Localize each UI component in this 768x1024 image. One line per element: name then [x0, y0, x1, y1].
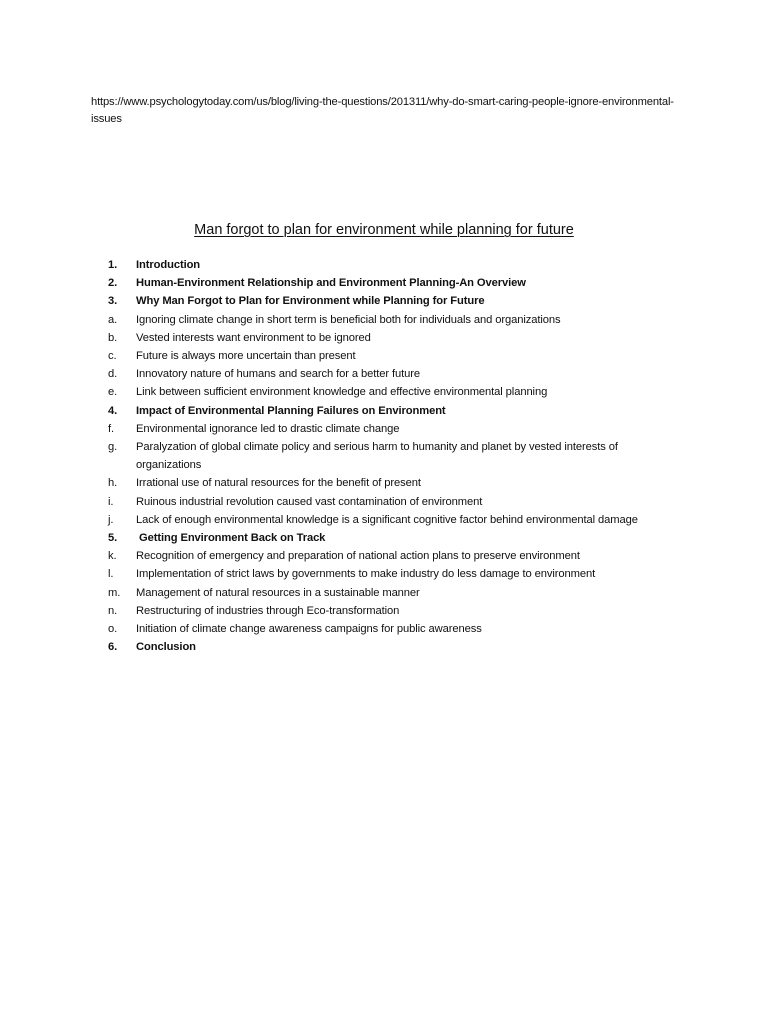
outline-item-text: Paralyzation of global climate policy and serious harm to humanity and planet by vested interests of organizations: [136, 441, 618, 472]
outline-item-marker: j.: [108, 513, 114, 526]
outline-item: [108, 438, 668, 474]
outline-item-marker: 3.: [108, 295, 118, 308]
outline-item-text: Why Man Forgot to Plan for Environment while Planning for Future: [136, 295, 485, 308]
outline-item: [108, 365, 668, 383]
outline-item-marker: n.: [108, 604, 118, 617]
outline-item-marker: g.: [108, 441, 118, 454]
outline-item: [108, 565, 668, 583]
outline-list: [108, 256, 668, 656]
outline-item-marker: l.: [108, 568, 114, 581]
outline-item-text: Irrational use of natural resources for the benefit of present: [136, 477, 421, 490]
source-url-text: https://www.psychologytoday.com/us/blog/living-the-questions/201311/why-do-smart-caring-people-ignore-environmental-issues: [91, 96, 674, 125]
document-title: Man forgot to plan for environment while planning for future: [194, 222, 574, 238]
outline-item-marker: 6.: [108, 641, 118, 654]
outline-item: [108, 529, 668, 547]
outline-item: [108, 274, 668, 292]
outline-item-marker: 1.: [108, 259, 118, 271]
outline-item-text: Management of natural resources in a sustainable manner: [136, 586, 420, 599]
outline-item-text: Introduction: [136, 259, 201, 271]
outline-item: [108, 602, 668, 620]
outline-item-marker: a.: [108, 313, 118, 326]
outline-item: [108, 292, 668, 310]
outline-item-text: Ignoring climate change in short term is beneficial both for individuals and organizations: [136, 313, 561, 326]
outline-item: [108, 347, 668, 365]
outline-item-marker: h.: [108, 477, 118, 490]
outline-item-text: Future is always more uncertain than present: [136, 350, 356, 363]
outline-item: [108, 383, 668, 401]
outline-item-marker: 5.: [108, 532, 118, 545]
outline-item-text: Conclusion: [136, 641, 196, 654]
outline-item-marker: e.: [108, 386, 118, 399]
outline-item-marker: k.: [108, 550, 117, 563]
outline-item-text: Impact of Environmental Planning Failures on Environment: [136, 404, 446, 417]
outline-item-text: Restructuring of industries through Eco-transformation: [136, 604, 400, 617]
outline-item-text: Initiation of climate change awareness campaigns for public awareness: [136, 623, 482, 636]
outline-item: [108, 329, 668, 347]
outline-item: [108, 511, 668, 529]
outline-item-text: Human-Environment Relationship and Environment Planning-An Overview: [136, 277, 526, 290]
outline-item-marker: o.: [108, 623, 118, 636]
outline-item: [108, 474, 668, 492]
outline-item: [108, 420, 668, 438]
outline-item-text: Environmental ignorance led to drastic climate change: [136, 422, 400, 435]
outline-item-marker: m.: [108, 586, 121, 599]
outline-item: [108, 620, 668, 638]
outline-item-text: Ruinous industrial revolution caused vast contamination of environment: [136, 495, 483, 508]
outline-item: [108, 547, 668, 565]
outline-item-marker: 2.: [108, 277, 118, 290]
outline-item: [108, 584, 668, 602]
outline-item-text: Lack of enough environmental knowledge is a significant cognitive factor behind environmental damage: [136, 513, 638, 526]
outline-item-text: Innovatory nature of humans and search for a better future: [136, 368, 421, 381]
outline-item: [108, 256, 668, 274]
outline-item-text: Vested interests want environment to be ignored: [136, 331, 371, 344]
outline-item-text: Implementation of strict laws by governments to make industry do less damage to environment: [136, 568, 596, 581]
outline-item-marker: b.: [108, 331, 118, 344]
outline-item: [108, 638, 668, 656]
outline-item-marker: c.: [108, 350, 117, 363]
outline-item-marker: d.: [108, 368, 118, 381]
outline-item-marker: f.: [108, 422, 115, 435]
outline-item-marker: 4.: [108, 404, 118, 417]
outline-item: [108, 311, 668, 329]
outline-item: [108, 493, 668, 511]
outline-item: [108, 402, 668, 420]
outline-item-text: Getting Environment Back on Track: [139, 532, 326, 545]
outline-item-marker: i.: [108, 495, 114, 508]
outline-item-text: Link between sufficient environment knowledge and effective environmental planning: [136, 386, 548, 399]
outline-item-text: Recognition of emergency and preparation of national action plans to preserve environment: [136, 550, 580, 563]
